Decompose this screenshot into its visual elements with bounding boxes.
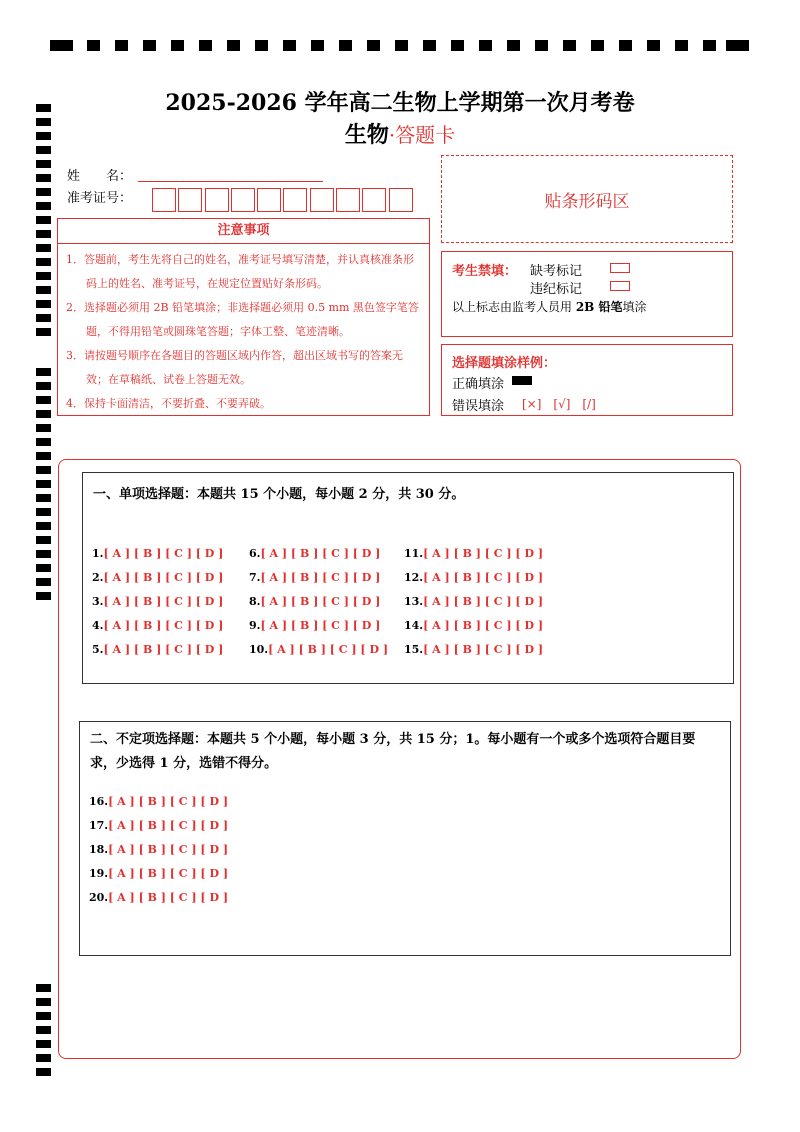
timing-mark: [36, 286, 51, 294]
question-number: 14.: [404, 619, 424, 632]
answer-options[interactable]: [ A ] [ B ] [ C ] [ D ]: [423, 619, 544, 632]
answer-options[interactable]: [ A ] [ B ] [ C ] [ D ]: [103, 619, 224, 632]
question-row[interactable]: [92, 643, 223, 656]
timing-mark: [36, 998, 51, 1006]
question-number: 20.: [89, 891, 109, 904]
answer-options[interactable]: [ A ] [ B ] [ C ] [ D ]: [108, 891, 229, 904]
question-row[interactable]: [404, 595, 543, 608]
timing-mark: [647, 40, 660, 51]
question-number: 13.: [404, 595, 424, 608]
page-title: 2025-2026 学年高二生物上学期第一次月考卷: [165, 90, 635, 116]
timing-mark: [143, 40, 156, 51]
question-number: 16.: [89, 795, 109, 808]
question-number: 18.: [89, 843, 109, 856]
notice-box: [57, 218, 430, 416]
exam-id-digit-box[interactable]: [205, 188, 229, 212]
timing-mark: [36, 188, 51, 196]
answer-options[interactable]: [ A ] [ B ] [ C ] [ D ]: [260, 619, 381, 632]
timing-mark: [36, 1040, 51, 1048]
question-row[interactable]: [92, 619, 223, 632]
question-row[interactable]: [249, 571, 380, 584]
question-number: 17.: [89, 819, 109, 832]
timing-mark: [36, 536, 51, 544]
question-number: 15.: [404, 643, 424, 656]
question-row[interactable]: [89, 843, 228, 856]
timing-mark: [36, 494, 51, 502]
timing-mark: [36, 300, 51, 308]
timing-mark: [227, 40, 240, 51]
question-row[interactable]: [92, 595, 223, 608]
answer-options[interactable]: [ A ] [ B ] [ C ] [ D ]: [268, 643, 389, 656]
timing-mark: [87, 40, 100, 51]
correct-fill-sample: [512, 376, 532, 385]
timing-mark: [451, 40, 464, 51]
timing-mark: [726, 40, 749, 51]
answer-options[interactable]: [ A ] [ B ] [ C ] [ D ]: [108, 843, 229, 856]
answer-options[interactable]: [ A ] [ B ] [ C ] [ D ]: [103, 571, 224, 584]
answer-options[interactable]: [ A ] [ B ] [ C ] [ D ]: [108, 819, 229, 832]
notice-item: 4．保持卡面清洁，不要折叠、不要弄破。: [66, 397, 271, 410]
question-row[interactable]: [92, 547, 223, 560]
absent-mark-box[interactable]: [610, 263, 630, 273]
timing-mark: [36, 424, 51, 432]
proctor-note-suffix: 填涂: [622, 300, 647, 314]
question-row[interactable]: [249, 547, 380, 560]
timing-mark: [36, 1068, 51, 1076]
timing-mark: [36, 1012, 51, 1020]
timing-mark: [36, 160, 51, 168]
timing-mark: [591, 40, 604, 51]
fill-sample-box: [441, 344, 733, 416]
question-number: 7.: [249, 571, 261, 584]
correct-fill-label: 正确填涂: [452, 377, 505, 392]
subtitle-subject: 生物: [344, 122, 389, 148]
exam-id-digit-box[interactable]: [283, 188, 307, 212]
timing-mark: [36, 1026, 51, 1034]
timing-mark: [36, 480, 51, 488]
timing-mark: [395, 40, 408, 51]
exam-id-digit-box[interactable]: [389, 188, 413, 212]
question-number: 10.: [249, 643, 269, 656]
proctor-note-bold: 2B 铅笔: [575, 300, 623, 314]
question-number: 2.: [92, 571, 104, 584]
timing-mark: [675, 40, 688, 51]
question-number: 9.: [249, 619, 261, 632]
section-multiple-choice: [79, 721, 731, 956]
timing-mark: [36, 174, 51, 182]
timing-mark: [563, 40, 576, 51]
notice-item: 2．选择题必须用 2B 铅笔填涂；非选择题必须用 0.5 mm 黑色签字笔答题，不得用铅笔或圆珠笔答题；字体工整、笔迹清晰。: [66, 301, 419, 338]
timing-mark: [36, 508, 51, 516]
timing-mark: [36, 230, 51, 238]
timing-mark: [36, 216, 51, 224]
question-row[interactable]: [249, 619, 380, 632]
timing-mark: [36, 578, 51, 586]
answer-options[interactable]: [ A ] [ B ] [ C ] [ D ]: [423, 643, 544, 656]
timing-mark: [36, 452, 51, 460]
answer-options[interactable]: [ A ] [ B ] [ C ] [ D ]: [108, 867, 229, 880]
timing-mark: [36, 396, 51, 404]
proctor-only-label: 考生禁填：: [452, 264, 518, 279]
violation-mark-label: 违纪标记: [530, 282, 583, 297]
subtitle-separator: ·: [388, 123, 396, 147]
timing-mark: [36, 382, 51, 390]
timing-mark: [367, 40, 380, 51]
timing-mark: [619, 40, 632, 51]
answer-options[interactable]: [ A ] [ B ] [ C ] [ D ]: [260, 547, 381, 560]
violation-mark-box[interactable]: [610, 281, 630, 291]
exam-id-label: 准考证号：: [67, 191, 133, 206]
timing-mark: [50, 40, 73, 51]
answer-options[interactable]: [ A ] [ B ] [ C ] [ D ]: [103, 547, 224, 560]
timing-mark: [36, 328, 51, 336]
timing-mark: [36, 258, 51, 266]
question-number: 12.: [404, 571, 424, 584]
question-row[interactable]: [404, 547, 543, 560]
notice-heading: 注意事项: [58, 219, 429, 244]
timing-mark: [479, 40, 492, 51]
wrong-fill-label: 错误填涂: [452, 399, 505, 414]
timing-mark: [36, 1054, 51, 1062]
question-row[interactable]: [89, 867, 228, 880]
answer-options[interactable]: [ A ] [ B ] [ C ] [ D ]: [260, 571, 381, 584]
answer-options[interactable]: [ A ] [ B ] [ C ] [ D ]: [260, 595, 381, 608]
answer-options[interactable]: [ A ] [ B ] [ C ] [ D ]: [103, 643, 224, 656]
name-field[interactable]: [138, 181, 323, 182]
answer-options[interactable]: [ A ] [ B ] [ C ] [ D ]: [108, 795, 229, 808]
question-row[interactable]: [249, 595, 380, 608]
timing-mark: [703, 40, 716, 51]
timing-mark: [36, 564, 51, 572]
section-1-title: 一、单项选择题：本题共 15 个小题，每小题 2 分，共 30 分。: [93, 487, 465, 502]
section-2-title-line-2: 求，少选得 1 分，选错不得分。: [90, 756, 278, 771]
exam-id-digit-box[interactable]: [178, 188, 202, 212]
exam-id-boxes[interactable]: [152, 188, 415, 212]
timing-mark: [199, 40, 212, 51]
proctor-only-box: [441, 251, 733, 337]
timing-mark: [339, 40, 352, 51]
timing-mark: [36, 202, 51, 210]
question-row[interactable]: [404, 643, 543, 656]
name-label: 姓 名：: [67, 169, 133, 184]
answer-options[interactable]: [ A ] [ B ] [ C ] [ D ]: [423, 547, 544, 560]
section-single-choice: [82, 472, 734, 684]
timing-mark: [36, 522, 51, 530]
timing-mark: [507, 40, 520, 51]
question-row[interactable]: [404, 619, 543, 632]
proctor-note-prefix: 以上标志由监考人员用: [452, 300, 576, 314]
section-2-title: [90, 728, 725, 776]
timing-mark: [36, 466, 51, 474]
timing-mark: [36, 984, 51, 992]
exam-id-digit-box[interactable]: [257, 188, 281, 212]
proctor-note: [452, 298, 647, 315]
timing-mark: [311, 40, 324, 51]
subtitle-suffix: 答题卡: [395, 123, 456, 147]
timing-mark: [36, 438, 51, 446]
answer-options[interactable]: [ A ] [ B ] [ C ] [ D ]: [423, 571, 544, 584]
question-number: 3.: [92, 595, 104, 608]
timing-mark: [283, 40, 296, 51]
section-2-title-line-1: 二、不定项选择题：本题共 5 个小题，每小题 3 分，共 15 分；1。每小题有一个或多个选项符合题目要: [90, 732, 696, 747]
question-number: 11.: [404, 547, 424, 560]
question-row[interactable]: [249, 643, 388, 656]
wrong-fill-samples: [×] [√] [/]: [522, 397, 596, 411]
exam-id-digit-box[interactable]: [336, 188, 360, 212]
notice-item: 3．请按题号顺序在各题目的答题区域内作答，超出区域书写的答案无效；在草稿纸、试卷上答题无效。: [66, 349, 403, 386]
timing-mark: [171, 40, 184, 51]
question-row[interactable]: [89, 819, 228, 832]
timing-mark: [115, 40, 128, 51]
exam-id-digit-box[interactable]: [362, 188, 386, 212]
fill-sample-heading: 选择题填涂样例：: [452, 356, 557, 371]
absent-mark-label: 缺考标记: [530, 264, 583, 279]
question-row[interactable]: [92, 571, 223, 584]
barcode-area: 贴条形码区: [441, 155, 733, 243]
timing-mark: [36, 314, 51, 322]
timing-mark: [423, 40, 436, 51]
answer-options[interactable]: [ A ] [ B ] [ C ] [ D ]: [423, 595, 544, 608]
timing-mark: [255, 40, 268, 51]
timing-mark: [36, 410, 51, 418]
timing-mark: [535, 40, 548, 51]
question-number: 6.: [249, 547, 261, 560]
notice-item: 1．答题前，考生先将自己的姓名，准考证号填写清楚，并认真核准条形码上的姓名、准考证号，在规定位置贴好条形码。: [66, 253, 414, 290]
exam-id-digit-box[interactable]: [152, 188, 176, 212]
question-number: 4.: [92, 619, 104, 632]
question-number: 5.: [92, 643, 104, 656]
question-number: 8.: [249, 595, 261, 608]
question-number: 1.: [92, 547, 104, 560]
answer-options[interactable]: [ A ] [ B ] [ C ] [ D ]: [103, 595, 224, 608]
timing-mark: [36, 244, 51, 252]
page-subtitle: [0, 118, 800, 149]
question-row[interactable]: [404, 571, 543, 584]
question-row[interactable]: [89, 795, 228, 808]
timing-mark: [36, 550, 51, 558]
timing-mark: [36, 592, 51, 600]
notice-list: [58, 244, 429, 416]
question-number: 19.: [89, 867, 109, 880]
exam-id-digit-box[interactable]: [231, 188, 255, 212]
exam-id-digit-box[interactable]: [310, 188, 334, 212]
timing-mark: [36, 368, 51, 376]
timing-mark: [36, 272, 51, 280]
question-row[interactable]: [89, 891, 228, 904]
